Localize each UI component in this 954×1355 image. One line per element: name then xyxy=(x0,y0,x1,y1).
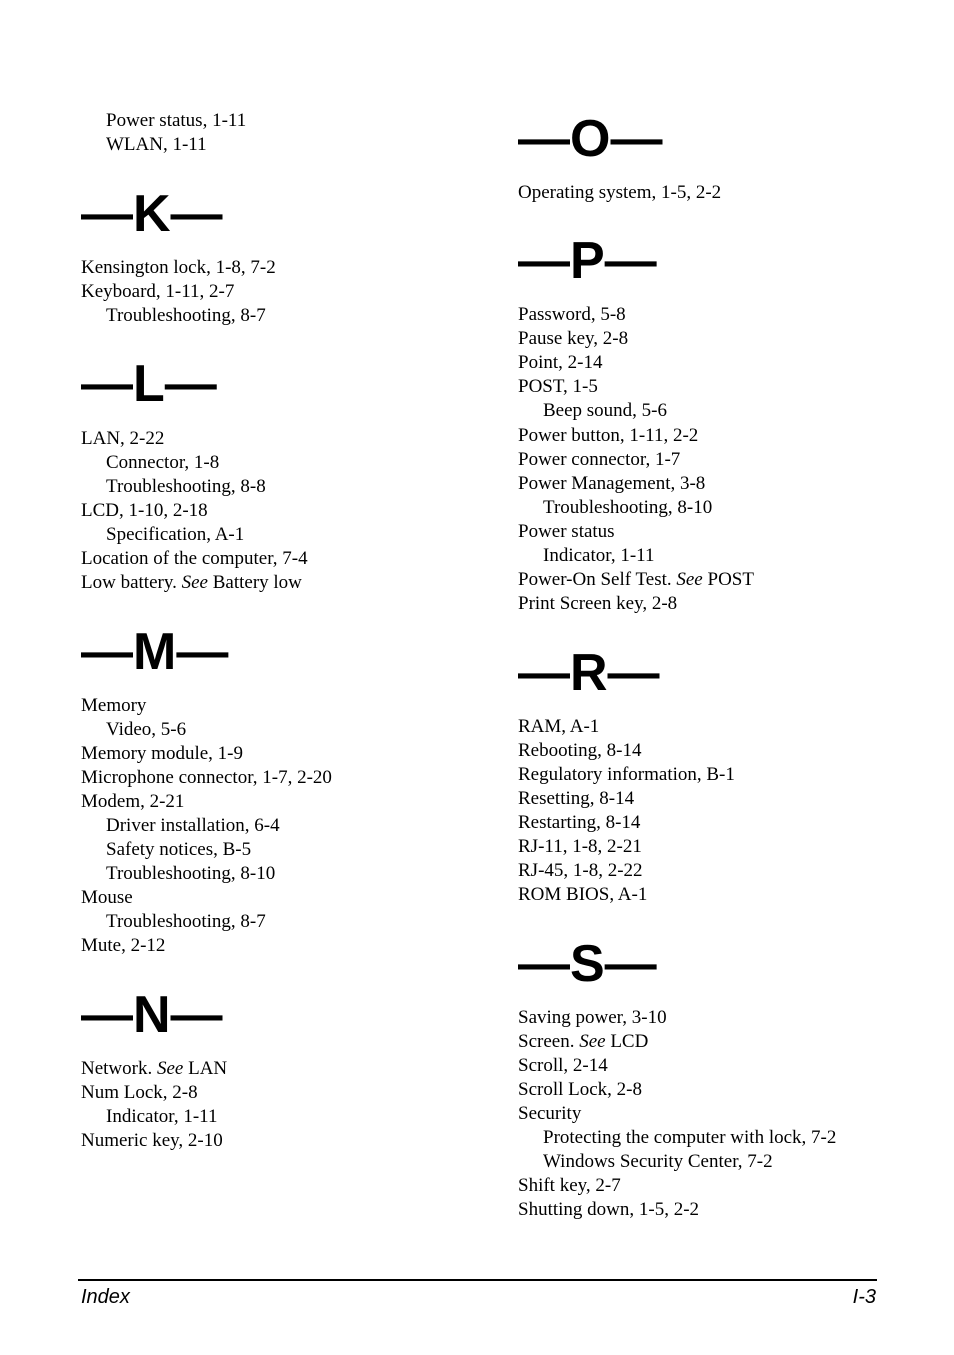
index-subentry: Troubleshooting, 8-7 xyxy=(106,305,266,326)
index-entry: Shift key, 2-7 xyxy=(518,1175,621,1196)
index-entry: Password, 5-8 xyxy=(518,304,626,325)
index-entry: Operating system, 1-5, 2-2 xyxy=(518,182,722,203)
index-entry: Kensington lock, 1-8, 7-2 xyxy=(81,257,276,278)
section-heading-k: —K— xyxy=(81,185,223,243)
index-entry: Resetting, 8-14 xyxy=(518,788,635,809)
index-subentry: Protecting the computer with lock, 7-2 xyxy=(543,1127,837,1148)
section-heading-n: —N— xyxy=(81,986,223,1044)
index-entry: Point, 2-14 xyxy=(518,352,603,373)
section-heading-l: —L— xyxy=(81,355,217,413)
index-entry: RAM, A-1 xyxy=(518,716,600,737)
index-subentry: Beep sound, 5-6 xyxy=(543,400,668,421)
index-subentry: Windows Security Center, 7-2 xyxy=(543,1151,773,1172)
index-entry-see-reference xyxy=(81,571,302,595)
section-heading-o: —O— xyxy=(518,110,663,168)
index-entry: Shutting down, 1-5, 2-2 xyxy=(518,1199,700,1220)
index-entry: Saving power, 3-10 xyxy=(518,1007,667,1028)
index-subentry: Safety notices, B-5 xyxy=(106,839,252,860)
see-target: LCD xyxy=(605,1031,649,1052)
index-subentry: Driver installation, 6-4 xyxy=(106,815,280,836)
index-entry: Print Screen key, 2-8 xyxy=(518,593,678,614)
footer-divider xyxy=(78,1279,877,1281)
index-subentry: WLAN, 1-11 xyxy=(106,134,207,155)
index-entry: RJ-45, 1-8, 2-22 xyxy=(518,860,643,881)
index-entry: Modem, 2-21 xyxy=(81,791,185,812)
index-entry: Security xyxy=(518,1103,582,1124)
index-entry: POST, 1-5 xyxy=(518,376,598,397)
index-entry: Scroll Lock, 2-8 xyxy=(518,1079,643,1100)
index-entry-see-reference xyxy=(518,1030,648,1054)
entry-text: Power-On Self Test. xyxy=(518,569,677,590)
index-entry: Num Lock, 2-8 xyxy=(81,1082,198,1103)
section-heading-p: —P— xyxy=(518,232,657,290)
index-subentry: Video, 5-6 xyxy=(106,719,187,740)
section-heading-m: —M— xyxy=(81,623,229,681)
index-subentry: Troubleshooting, 8-7 xyxy=(106,911,266,932)
see-label: See xyxy=(156,1058,184,1079)
see-target: LAN xyxy=(183,1058,228,1079)
index-entry: Location of the computer, 7-4 xyxy=(81,548,308,569)
index-subentry: Troubleshooting, 8-10 xyxy=(106,863,276,884)
see-label: See xyxy=(579,1031,606,1052)
index-entry: Regulatory information, B-1 xyxy=(518,764,735,785)
index-entry: LCD, 1-10, 2-18 xyxy=(81,500,208,521)
index-subentry: Troubleshooting, 8-10 xyxy=(543,497,713,518)
index-entry: Power button, 1-11, 2-2 xyxy=(518,425,699,446)
see-label: See xyxy=(676,569,703,590)
index-subentry: Specification, A-1 xyxy=(106,524,245,545)
index-entry: Keyboard, 1-11, 2-7 xyxy=(81,281,235,302)
index-entry: Power connector, 1-7 xyxy=(518,449,681,470)
index-entry: Memory xyxy=(81,695,147,716)
entry-text: Screen. xyxy=(518,1031,580,1052)
index-entry: Rebooting, 8-14 xyxy=(518,740,642,761)
index-subentry: Indicator, 1-11 xyxy=(106,1106,218,1127)
index-entry: Mute, 2-12 xyxy=(81,935,166,956)
index-subentry: Power status, 1-11 xyxy=(106,110,247,131)
index-entry: Power status xyxy=(518,521,615,542)
index-subentry: Connector, 1-8 xyxy=(106,452,220,473)
index-entry: Numeric key, 2-10 xyxy=(81,1130,223,1151)
index-entry: RJ-11, 1-8, 2-21 xyxy=(518,836,642,857)
footer-section-label: Index xyxy=(81,1286,130,1308)
index-entry: Memory module, 1-9 xyxy=(81,743,244,764)
index-entry: Microphone connector, 1-7, 2-20 xyxy=(81,767,332,788)
index-entry: ROM BIOS, A-1 xyxy=(518,884,648,905)
index-entry: Pause key, 2-8 xyxy=(518,328,629,349)
index-entry-see-reference xyxy=(518,568,754,592)
index-entry: Power Management, 3-8 xyxy=(518,473,706,494)
section-heading-r: —R— xyxy=(518,644,660,702)
see-label: See xyxy=(181,572,208,593)
section-heading-s: —S— xyxy=(518,935,657,993)
index-subentry: Troubleshooting, 8-8 xyxy=(106,476,266,497)
index-entry: Mouse xyxy=(81,887,133,908)
index-entry: LAN, 2-22 xyxy=(81,428,165,449)
entry-text: Low battery. xyxy=(81,572,182,593)
index-entry: Restarting, 8-14 xyxy=(518,812,641,833)
see-target: POST xyxy=(702,569,754,590)
see-target: Battery low xyxy=(207,572,302,593)
index-entry: Scroll, 2-14 xyxy=(518,1055,608,1076)
index-subentry: Indicator, 1-11 xyxy=(543,545,655,566)
page-number: I-3 xyxy=(852,1286,876,1308)
entry-text: Network. xyxy=(81,1058,157,1079)
index-entry-see-reference xyxy=(81,1057,227,1081)
